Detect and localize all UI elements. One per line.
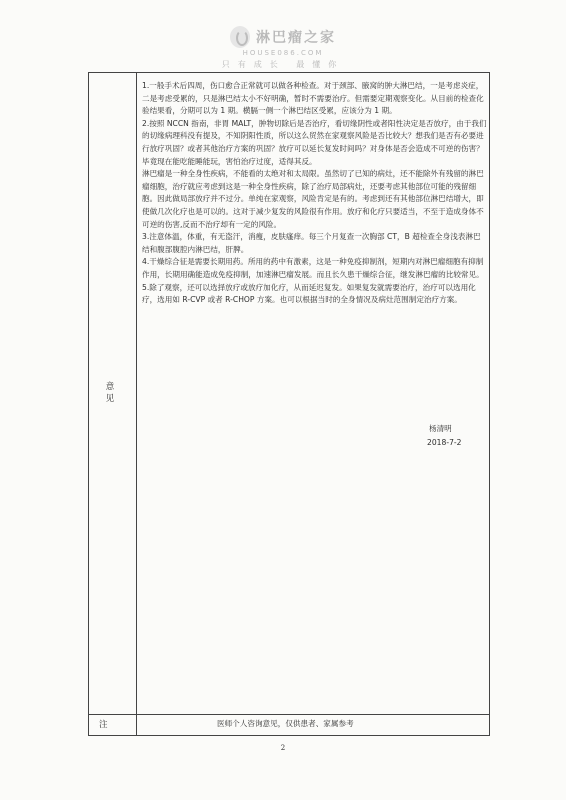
opinion-content xyxy=(142,80,487,307)
watermark-logo-icon xyxy=(230,26,250,48)
watermark-title: 淋巴瘤之家 xyxy=(256,30,336,46)
opinion-paragraph-4: 3.注意体温，体重，有无盗汗，消瘦，皮肤瘙痒。每三个月复查一次胸部 CT，B 超检查全身浅表淋巴结和腹部腹腔内淋巴结，肝脾。 xyxy=(142,232,481,254)
signature-date: 2018-7-2 xyxy=(427,438,462,447)
note-label: 注 xyxy=(99,720,108,730)
watermark-slogan: 只有成长 最懂你 xyxy=(221,60,345,69)
opinion-paragraph-2: 2.按照 NCCN 指南，非胃 MALT，肿物切除后是否治疗，看切缘阴性或者阳性决定是否放疗，由于我们的切缘病理科没有提及，不知阴阳性质，所以这么贸然在家观察风险是否比较大？想我们是否有必要进行放疗巩固？或者其他治疗方案的巩固？放疗可以延长复发时间吗？对身体是否会造成不可逆的伤害？毕竟现在能吃能睡能玩，害怕治疗过度，适得其反。 xyxy=(142,118,487,166)
watermark xyxy=(0,26,566,70)
opinion-paragraph-1: 1.一般手术后四周，伤口愈合正常就可以做各种检查。对于颈部、腋窝的肿大淋巴结，一是考虑炎症，二是考虑受累的，只是淋巴结太小不好明确，暂时不需要治疗。但需要定期观察变化。从目前的检查化验结果看，分期可以为 1 期。横膈一侧一个淋巴结区受累，应该分为 1 期。 xyxy=(142,81,484,116)
watermark-domain: HOUSE086.COM xyxy=(242,49,324,57)
opinion-paragraph-3: 淋巴瘤是一种全身性疾病，不能看的太绝对和太局限。虽然切了已知的病灶，还不能除外有残留的淋巴瘤细胞，治疗就应考虑到这是一种全身性疾病，除了治疗局部病灶，还要考虑其他部位可能的残留细胞。因此做局部放疗并不过分。单纯在家观察，风险肯定是有的。考虑到还有其他部位淋巴结增大，即使做几次化疗也是可以的。这对于减少复发的风险很有作用。放疗和化疗只要适当，不至于造成身体不可逆的伤害,反而不治疗却有一定的风险。 xyxy=(142,169,484,229)
opinion-paragraph-6: 5.除了观察，还可以选择放疗或放疗加化疗，从而延迟复发。如果复发就需要治疗，治疗可以选用化疗，选用如 R-CVP 或者 R-CHOP 方案。也可以根据当时的全身情况及病灶范围制定治疗方案。 xyxy=(142,282,476,305)
signer-name: 杨清明 xyxy=(429,424,452,433)
opinion-form-table xyxy=(88,72,490,736)
opinion-label: 意见 xyxy=(105,382,115,404)
page-number: 2 xyxy=(280,744,286,752)
opinion-paragraph-5: 4.干燥综合征是需要长期用药。所用的药中有激素，这是一种免疫抑制剂，短期内对淋巴瘤细胞有抑制作用，长期用确能造成免疫抑制，加速淋巴瘤发展。而且长久患干燥综合征，继发淋巴瘤的比较常见。 xyxy=(142,257,484,279)
row-divider xyxy=(89,714,489,715)
note-text: 医师个人咨询意见，仅供患者、家属参考 xyxy=(217,719,354,728)
